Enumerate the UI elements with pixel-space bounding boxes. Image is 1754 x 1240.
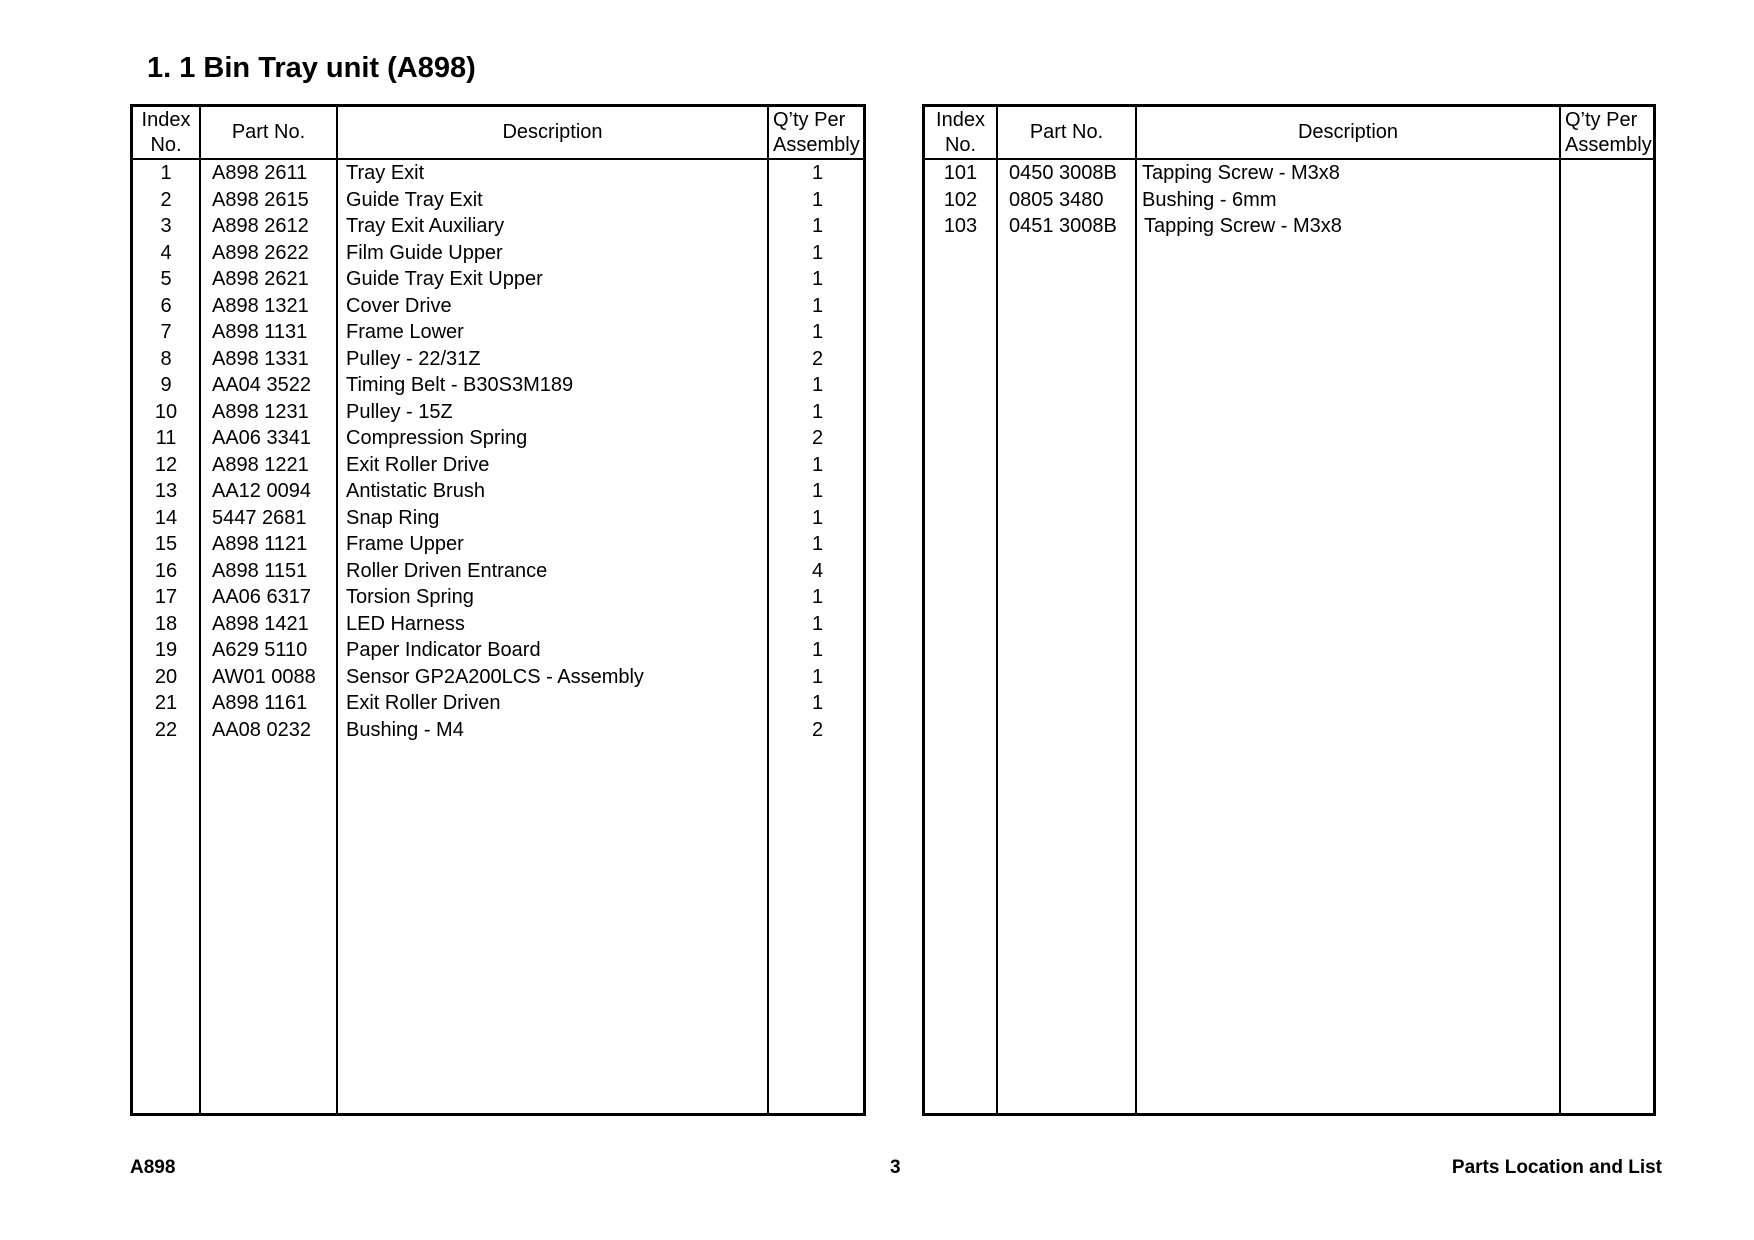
description-cell: Pulley - 22/31Z — [346, 347, 481, 370]
part-no-cell: A898 1131 — [212, 321, 308, 343]
qty-cell: 1 — [811, 400, 824, 423]
table-row — [133, 584, 863, 611]
footer-model: A898 — [130, 1157, 176, 1178]
part-no-cell: A898 1331 — [212, 347, 309, 370]
description-cell: Tray Exit — [346, 162, 425, 184]
table-row — [133, 319, 863, 346]
page-title: 1. 1 Bin Tray unit (A898) — [147, 52, 476, 84]
description-cell: Tapping Screw - M3x8 — [1144, 215, 1342, 237]
qty-cell: 1 — [811, 162, 824, 184]
table-row — [925, 160, 1653, 187]
index-cell: 8 — [160, 347, 172, 370]
description-cell: Film Guide Upper — [346, 241, 503, 264]
table-row — [133, 611, 863, 638]
description-cell: Frame Upper — [346, 533, 464, 555]
description-cell: Tray Exit Auxiliary — [346, 215, 505, 237]
description-cell: Tapping Screw - M3x8 — [1142, 162, 1340, 184]
index-cell: 11 — [155, 427, 177, 449]
index-cell: 22 — [154, 718, 178, 741]
table-row — [133, 293, 863, 320]
qty-cell: 2 — [811, 347, 824, 370]
qty-cell: 4 — [811, 559, 824, 582]
header-part-no: Part No. — [1029, 121, 1104, 143]
footer-section-title: Parts Location and List — [1451, 1157, 1662, 1178]
description-cell: Pulley - 15Z — [346, 400, 453, 423]
part-no-cell: A898 1321 — [212, 294, 309, 317]
description-cell: Guide Tray Exit — [346, 188, 483, 211]
header-qty: Q’ty Per Assembly — [773, 108, 860, 156]
qty-cell: 1 — [811, 453, 824, 476]
qty-cell: 1 — [811, 374, 824, 396]
index-cell: 17 — [154, 586, 178, 608]
index-cell: 16 — [154, 559, 178, 582]
index-cell: 9 — [160, 374, 172, 396]
qty-cell: 1 — [811, 215, 824, 237]
part-no-cell: A629 5110 — [212, 639, 308, 661]
part-no-cell: 0450 3008B — [1009, 162, 1117, 184]
index-cell: 103 — [943, 215, 978, 237]
table-row — [133, 690, 863, 717]
part-no-cell: AA06 6317 — [212, 586, 311, 608]
qty-cell: 1 — [811, 506, 824, 529]
part-no-cell: A898 2621 — [212, 268, 309, 290]
description-cell: Guide Tray Exit Upper — [346, 268, 543, 290]
description-cell: Cover Drive — [346, 294, 452, 317]
qty-cell: 1 — [811, 612, 824, 635]
header-description: Description — [502, 121, 603, 143]
footer-page-number: 3 — [890, 1157, 901, 1178]
header-description: Description — [1297, 121, 1399, 143]
qty-cell: 1 — [811, 268, 824, 290]
part-no-cell: AA06 3341 — [212, 427, 311, 449]
index-cell: 4 — [160, 241, 172, 264]
part-no-cell: A898 1151 — [212, 559, 308, 582]
column-divider — [1559, 107, 1561, 1113]
table-row — [133, 240, 863, 267]
part-no-cell: AA12 0094 — [212, 480, 311, 502]
index-cell: 7 — [160, 321, 172, 343]
table-row — [925, 213, 1653, 240]
qty-cell: 2 — [811, 427, 824, 449]
table-row — [133, 425, 863, 452]
header-index: Index No. — [936, 108, 985, 156]
qty-cell: 1 — [811, 586, 824, 608]
qty-cell: 2 — [811, 718, 824, 741]
table-row — [133, 372, 863, 399]
header-part-no: Part No. — [231, 121, 306, 143]
table-row — [133, 266, 863, 293]
description-cell: Exit Roller Drive — [346, 453, 490, 476]
index-cell: 102 — [943, 188, 978, 211]
part-no-cell: AW01 0088 — [212, 665, 316, 688]
index-cell: 12 — [154, 453, 178, 476]
table-row — [133, 346, 863, 373]
index-cell: 1 — [160, 162, 172, 184]
table-row — [133, 531, 863, 558]
part-no-cell: A898 2622 — [212, 241, 309, 264]
qty-cell: 1 — [811, 294, 824, 317]
description-cell: Paper Indicator Board — [346, 639, 541, 661]
index-cell: 101 — [943, 162, 978, 184]
table-row — [133, 637, 863, 664]
description-cell: Frame Lower — [346, 321, 464, 343]
part-no-cell: A898 1231 — [212, 400, 309, 423]
table-row — [133, 399, 863, 426]
description-cell: Snap Ring — [346, 506, 440, 529]
qty-cell: 1 — [811, 241, 824, 264]
column-divider — [996, 107, 998, 1113]
table-row — [133, 160, 863, 187]
description-cell: Roller Driven Entrance — [346, 559, 548, 582]
index-cell: 15 — [154, 533, 178, 555]
description-cell: Torsion Spring — [346, 586, 474, 608]
part-no-cell: A898 2611 — [212, 162, 308, 184]
index-cell: 21 — [154, 692, 178, 714]
part-no-cell: AA08 0232 — [212, 718, 311, 741]
description-cell: Timing Belt - B30S3M189 — [346, 374, 574, 396]
description-cell: Sensor GP2A200LCS - Assembly — [346, 665, 644, 688]
column-divider — [1135, 107, 1137, 1113]
index-cell: 10 — [154, 400, 178, 423]
qty-cell: 1 — [811, 533, 824, 555]
table-row — [133, 717, 863, 744]
table-row — [925, 187, 1653, 214]
qty-cell: 1 — [811, 639, 824, 661]
description-cell: LED Harness — [346, 612, 465, 635]
qty-cell: 1 — [811, 321, 824, 343]
table-row — [133, 213, 863, 240]
description-cell: Compression Spring — [346, 427, 528, 449]
table-row — [133, 452, 863, 479]
description-cell: Bushing - 6mm — [1142, 188, 1277, 211]
part-no-cell: A898 1161 — [212, 692, 308, 714]
description-cell: Antistatic Brush — [346, 480, 485, 502]
part-no-cell: AA04 3522 — [212, 374, 311, 396]
qty-cell: 1 — [811, 480, 824, 502]
table-row — [133, 664, 863, 691]
table-row — [133, 505, 863, 532]
index-cell: 3 — [160, 215, 172, 237]
index-cell: 2 — [160, 188, 172, 211]
index-cell: 13 — [154, 480, 178, 502]
header-index: Index No. — [141, 108, 191, 156]
part-no-cell: A898 2612 — [212, 215, 309, 237]
table-row — [133, 558, 863, 585]
part-no-cell: 5447 2681 — [212, 506, 307, 529]
part-no-cell: A898 1121 — [212, 533, 308, 555]
qty-cell: 1 — [811, 692, 824, 714]
index-cell: 5 — [160, 268, 172, 290]
index-cell: 14 — [154, 506, 178, 529]
description-cell: Bushing - M4 — [346, 718, 464, 741]
table-body — [925, 160, 1653, 240]
parts-table-left — [130, 104, 866, 1116]
table-row — [133, 187, 863, 214]
parts-table-right — [922, 104, 1656, 1116]
header-qty: Q’ty Per Assembly — [1565, 108, 1652, 156]
index-cell: 6 — [160, 294, 172, 317]
table-body — [133, 160, 863, 743]
table-row — [133, 478, 863, 505]
part-no-cell: A898 1221 — [212, 453, 309, 476]
description-cell: Exit Roller Driven — [346, 692, 501, 714]
part-no-cell: A898 1421 — [212, 612, 309, 635]
index-cell: 20 — [154, 665, 178, 688]
qty-cell: 1 — [811, 188, 824, 211]
part-no-cell: 0451 3008B — [1009, 215, 1117, 237]
index-cell: 19 — [154, 639, 178, 661]
part-no-cell: 0805 3480 — [1009, 188, 1104, 211]
index-cell: 18 — [154, 612, 178, 635]
part-no-cell: A898 2615 — [212, 188, 309, 211]
qty-cell: 1 — [811, 665, 824, 688]
